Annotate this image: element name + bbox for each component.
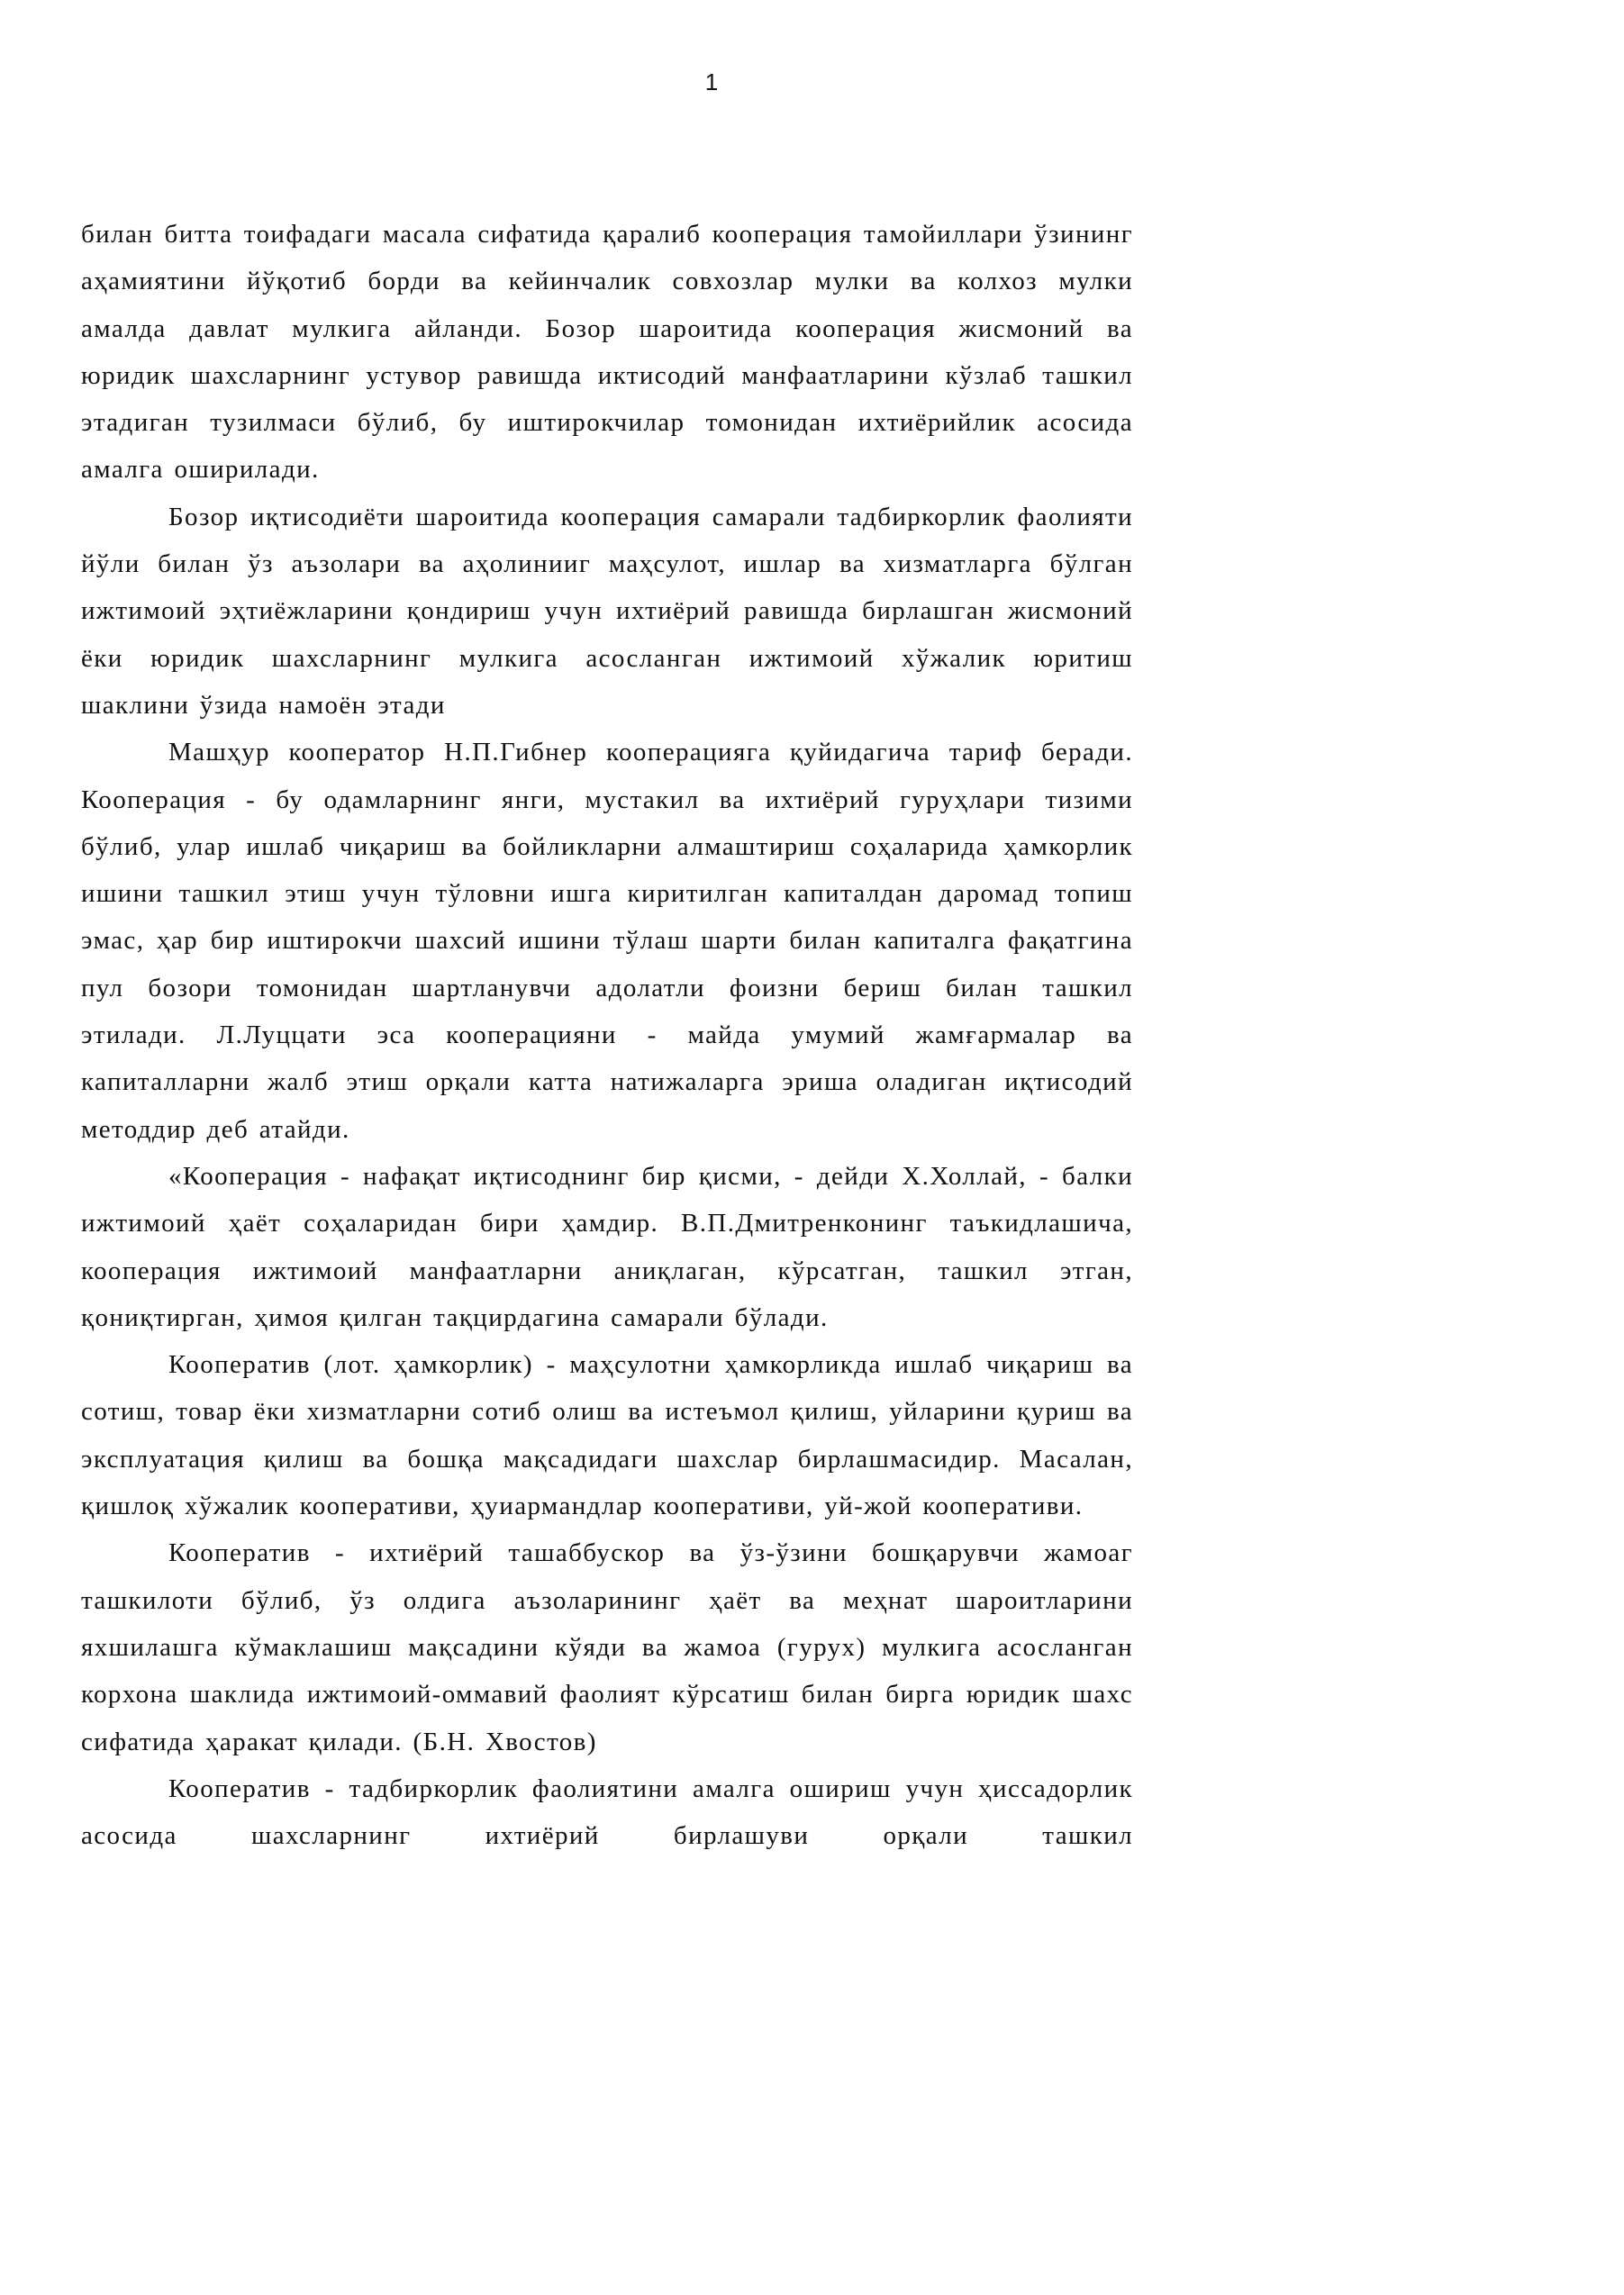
paragraph-7: Кооператив - тадбиркорлик фаолиятини амалга ошириш учун ҳиссадорлик асосида шахсларнинг ихтиёрий бирлашуви орқали ташкил: [81, 1773, 1133, 1851]
paragraph-2: Бозор иқтисодиёти шароитида кооперация самарали тадбиркорлик фаолияти йўли билан ўз аъзолари ва аҳолинииг маҳсулот, ишлар ва хизматларга бўлган ижтимоий эҳтиёжларини қондириш учун ихтиёрий равишда бирлашган жисмоний ёки юридик шахсларнинг мулкига асосланган ижтимоий хўжалик юритиш шаклини ўзида намоён этади: [81, 502, 1133, 720]
paragraph-3: Машҳур кооператор Н.П.Гибнер кооперацияга қуйидагича тариф беради. Кооперация - бу одамларнинг янги, мустакил ва ихтиёрий гуруҳлари тизими бўлиб, улар ишлаб чиқариш ва бойликларни алмаштириш соҳаларида ҳамкорлик ишини ташкил этиш учун тўловни ишга киритилган капиталдан даромад топиш эмас, ҳар бир иштирокчи шахсий ишини тўлаш шарти билан капиталга фақатгина пул бозори томонидан шартланувчи адолатли фоизни бериш билан ташкил этилади. Л.Луццати эса кооперацияни - майда умумий жамғармалар ва капиталларни жалб этиш орқали катта натижаларга эриша оладиган иқтисодий методдир деб атайди.: [81, 738, 1133, 1144]
paragraph-1: билан битта тоифадаги масала сифатида қаралиб кооперация тамойиллари ўзининг аҳамиятини йўқотиб борди ва кейинчалик совхозлар мулки ва колхоз мулки амалда давлат мулкига айланди. Бозор шароитида кооперация жисмоний ва юридик шахсларнинг устувор равишда иктисодий манфаатларини кўзлаб ташкил этадиган тузилмаси бўлиб, бу иштирокчилар томонидан ихтиёрийлик асосида амалга оширилади.: [81, 220, 1133, 485]
page-number: 1: [704, 68, 719, 95]
paragraph-4: «Кооперация - нафақат иқтисоднинг бир қисми, - дейди Х.Холлай, - балки ижтимоий ҳаёт соҳаларидан бири ҳамдир. В.П.Дмитренконинг таъкидлашича, кооперация ижтимоий манфаатларни аниқлаган, кўрсатган, ташкил этган, қониқтирган, ҳимоя қилган тақцирдагина самарали бўлади.: [81, 1161, 1133, 1332]
paragraph-5: Кооператив (лот. ҳамкорлик) - маҳсулотни ҳамкорликда ишлаб чиқариш ва сотиш, товар ёки хизматларни сотиб олиш ва истеъмол қилиш, уйларини қуриш ва эксплуатация қилиш ва бошқа мақсадидаги шахслар бирлашмасидир. Масалан, қишлоқ хўжалик кооперативи, ҳуиармандлар кооперативи, уй-жой кооперативи.: [81, 1350, 1133, 1521]
paragraph-6: Кооператив - ихтиёрий ташаббускор ва ўз-ўзини бошқарувчи жамоаг ташкилоти бўлиб, ўз олдига аъзоларининг ҳаёт ва меҳнат шароитларини яхшилашга кўмаклашиш мақсадини кўяди ва жамоа (гурух) мулкига асосланган корхона шаклида ижтимоий-оммавий фаолият кўрсатиш билан бирга юридик шахс сифатида ҳаракат қилади. (Б.Н. Хвостов): [81, 1538, 1133, 1756]
document-body: [81, 211, 1133, 1859]
